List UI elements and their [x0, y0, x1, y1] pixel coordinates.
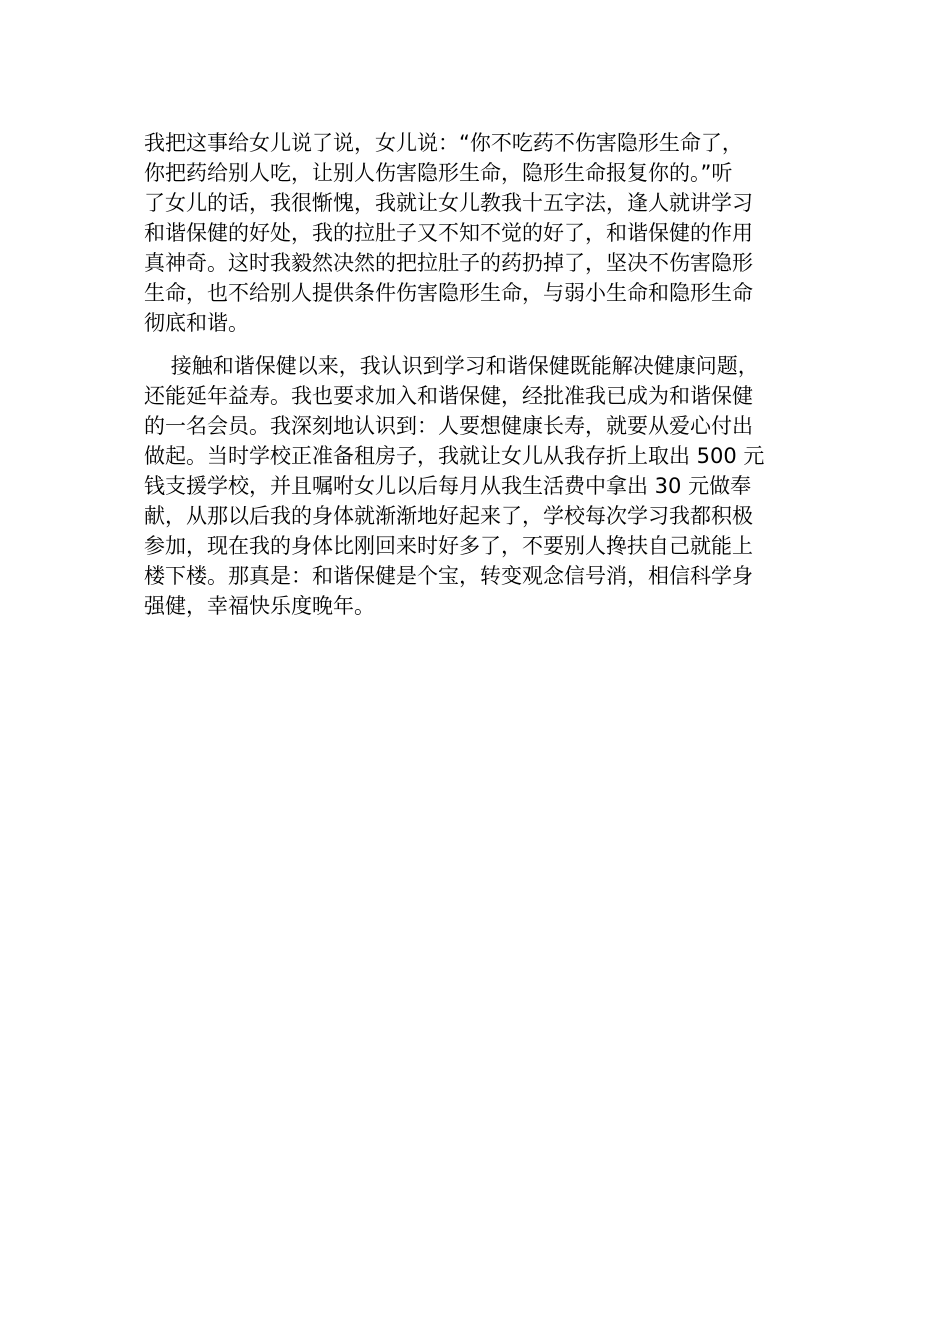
- text-line: 彻底和谐。: [144, 311, 249, 335]
- text-line: 还能延年益寿。我也要求加入和谐保健，经批准我已成为和谐保健: [144, 384, 753, 408]
- text-line: 我把这事给女儿说了说，女儿说：“你不吃药不伤害隐形生命了，: [144, 131, 743, 155]
- paragraph-1: [144, 128, 816, 338]
- text-line: 你把药给别人吃，让别人伤害隐形生命，隐形生命报复你的。”听: [144, 161, 733, 185]
- text-line: 钱支援学校，并且嘱咐女儿以后每月从我生活费中拿出 30 元做奉: [144, 474, 752, 498]
- paragraph-2: [144, 351, 816, 621]
- text-line: 生命，也不给别人提供条件伤害隐形生命，与弱小生命和隐形生命: [144, 281, 753, 305]
- text-line: 了女儿的话，我很惭愧，我就让女儿教我十五字法，逢人就讲学习: [144, 191, 753, 215]
- text-line: 献，从那以后我的身体就渐渐地好起来了，学校每次学习我都积极: [144, 504, 753, 528]
- text-line: 楼下楼。那真是：和谐保健是个宝，转变观念信号消，相信科学身: [144, 564, 753, 588]
- text-line: 做起。当时学校正准备租房子，我就让女儿从我存折上取出 500 元: [144, 444, 765, 468]
- text-line: 强健，幸福快乐度晚年。: [144, 594, 375, 618]
- document-body: [144, 128, 816, 621]
- text-line: 真神奇。这时我毅然决然的把拉肚子的药扔掉了，坚决不伤害隐形: [144, 251, 753, 275]
- text-line: 接触和谐保健以来，我认识到学习和谐保健既能解决健康问题，: [144, 354, 759, 378]
- text-line: 和谐保健的好处，我的拉肚子又不知不觉的好了，和谐保健的作用: [144, 221, 753, 245]
- text-line: 参加，现在我的身体比刚回来时好多了，不要别人搀扶自己就能上: [144, 534, 753, 558]
- text-line: 的一名会员。我深刻地认识到：人要想健康长寿，就要从爱心付出: [144, 414, 753, 438]
